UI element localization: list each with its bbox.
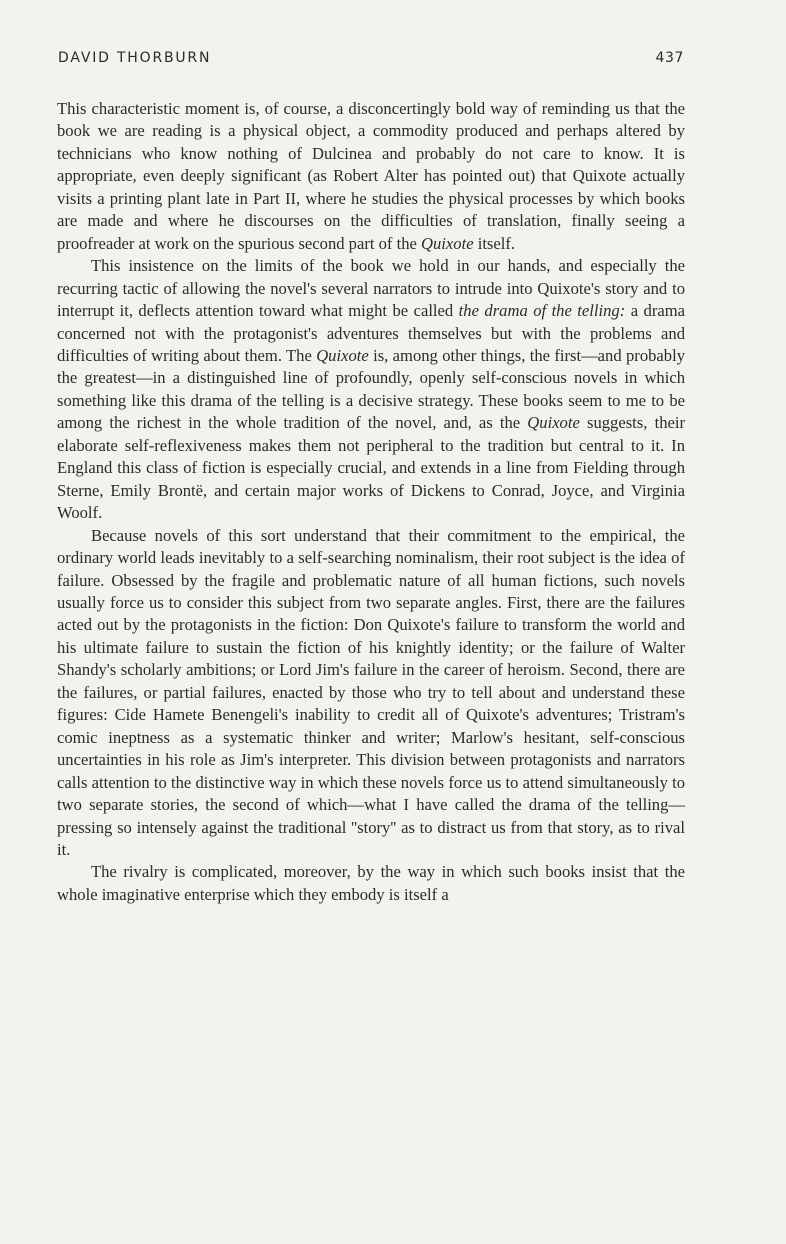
text-run: Because novels of this sort understand that their commitment to the empirical, the ordinary world leads inevitably to a self-searching nominalism, their root subject is the idea of failure. Obsessed by the fragile and problematic nature of all human fictions, such novels usually force us to consider this subject from two separate angles. First, there are the failures acted out by the protagonists in the fiction: Don Quixote's failure to transform the world and his ultimate failure to sustain the fiction of his knightly identity; or the failure of Walter Shandy's scholarly ambitions; or Lord Jim's failure in the career of heroism. Second, there are the failures, or partial failures, enacted by those who try to tell about and understand these figures: Cide Hamete Benengeli's inability to credit all of Quixote's adventures; Tristram's comic ineptness as a systematic thinker and writer; Marlow's hesitant, self-conscious uncertainties in his role as Jim's interpreter. This division between protagonists and narrators calls attention to the distinctive way in which these novels force us to attend simultaneously to two separate stories, the second of which—what I have called the drama of the telling—pressing so intensely against the traditional ''story'' as to distract us from that story, as to rival it. [57,525,685,859]
italic-title: Quixote [421,233,474,253]
italic-title: Quixote [316,345,369,365]
paragraph [57,525,685,862]
text-run: is, among other things, the first—and probably the greatest—in a distinguished line of profoundly, openly self-conscious novels in which something like this drama of the telling is a decisive strategy. These books seem to me to be among the richest in the whole tradition of the novel, and, as the [57,345,685,433]
running-head-author: DAVID THORBURN [58,50,212,66]
text-run: The rivalry is complicated, moreover, by the way in which such books insist that the whole imaginative enterprise which they embody is itself a [57,862,685,904]
text-run: itself. [473,233,516,253]
text-run: suggests, their elaborate self-reflexiveness makes them not peripheral to the tradition but central to it. In England this class of fiction is especially crucial, and extends in a line from Fielding through Sterne, Emily Brontë, and certain major works of Dickens to Conrad, Joyce, and Virginia Woolf. [57,413,685,523]
body-text [57,98,685,906]
text-run: This insistence on the limits of the book we hold in our hands, and especially the recurring tactic of allowing the novel's several narrators to intrude into Quixote's story and to interrupt it, deflects attention toward what might be called [57,256,685,321]
paragraph [57,861,685,906]
running-head [58,50,684,72]
paragraph [57,255,685,524]
italic-title: Quixote [527,413,580,433]
paragraph [57,98,685,255]
italic-phrase: the drama of the telling: [458,301,626,321]
page-number: 437 [655,50,684,66]
text-run: a drama concerned not with the protagonist's adventures themselves but with the problems and difficulties of writing about them. The [57,301,685,365]
text-run: This characteristic moment is, of course, a disconcertingly bold way of reminding us that the book we are reading is a physical object, a commodity produced and perhaps altered by technicians who know nothing of Dulcinea and probably do not care to know. It is appropriate, even deeply significant (as Robert Alter has pointed out) that Quixote actually visits a printing plant late in Part II, where he studies the physical processes by which books are made and where he discourses on the difficulties of translation, finally seeing a proofreader at work on the spurious second part of the [57,99,685,253]
